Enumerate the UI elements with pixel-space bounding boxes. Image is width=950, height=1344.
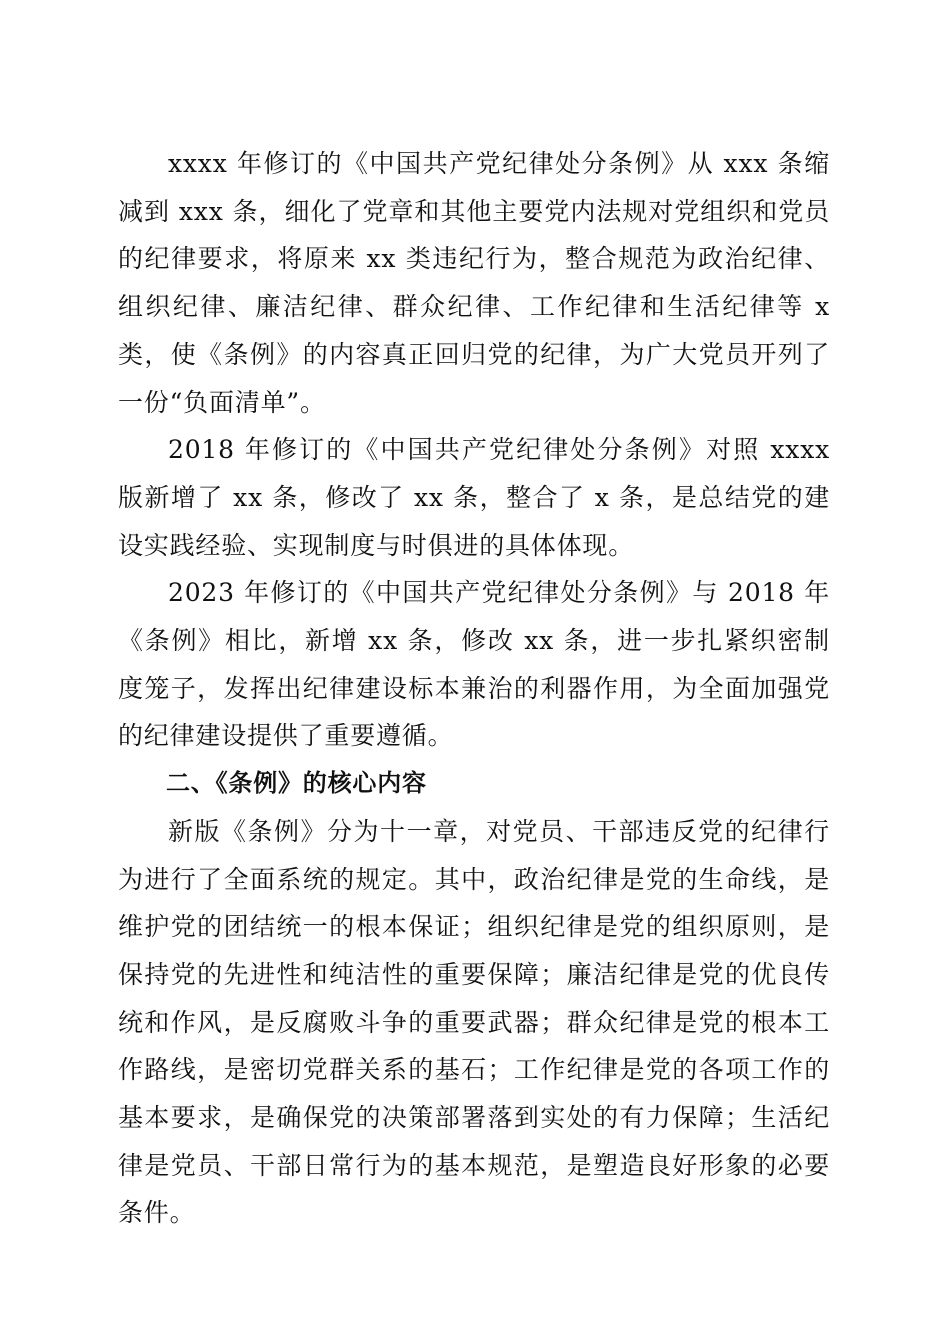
paragraph-2023-revision: 2023 年修订的《中国共产党纪律处分条例》与 2018 年《条例》相比，新增 xx 条，修改 xx 条，进一步扎紧织密制度笼子，发挥出纪律建设标本兼治的利器作用，为全面加强党的纪律建设提供了重要遵循。	[118, 578, 830, 751]
paragraph-2018-revision: 2018 年修订的《中国共产党纪律处分条例》对照 xxxx 版新增了 xx 条，修改了 xx 条，整合了 x 条，是总结党的建设实践经验、实现制度与时俱进的具体体现。	[118, 435, 830, 560]
paragraph-core-content: 新版《条例》分为十一章，对党员、干部违反党的纪律行为进行了全面系统的规定。其中，政治纪律是党的生命线，是维护党的团结统一的根本保证；组织纪律是党的组织原则，是保持党的先进性和纯洁性的重要保障；廉洁纪律是党的优良传统和作风，是反腐败斗争的重要武器；群众纪律是党的根本工作路线，是密切党群关系的基石；工作纪律是党的各项工作的基本要求，是确保党的决策部署落到实处的有力保障；生活纪律是党员、干部日常行为的基本规范，是塑造良好形象的必要条件。	[118, 816, 830, 1228]
section-heading: 二、《条例》的核心内容	[166, 769, 427, 798]
paragraph-revision-history: xxxx 年修订的《中国共产党纪律处分条例》从 xxx 条缩减到 xxx 条，细化了党章和其他主要党内法规对党组织和党员的纪律要求，将原来 xx 类违纪行为，整合规范为政治纪律、组织纪律、廉洁纪律、群众纪律、工作纪律和生活纪律等 x 类，使《条例》的内容真正回归党的纪律，为广大党员开列了一份“负面清单”。	[118, 149, 830, 417]
document-body	[118, 140, 830, 1237]
